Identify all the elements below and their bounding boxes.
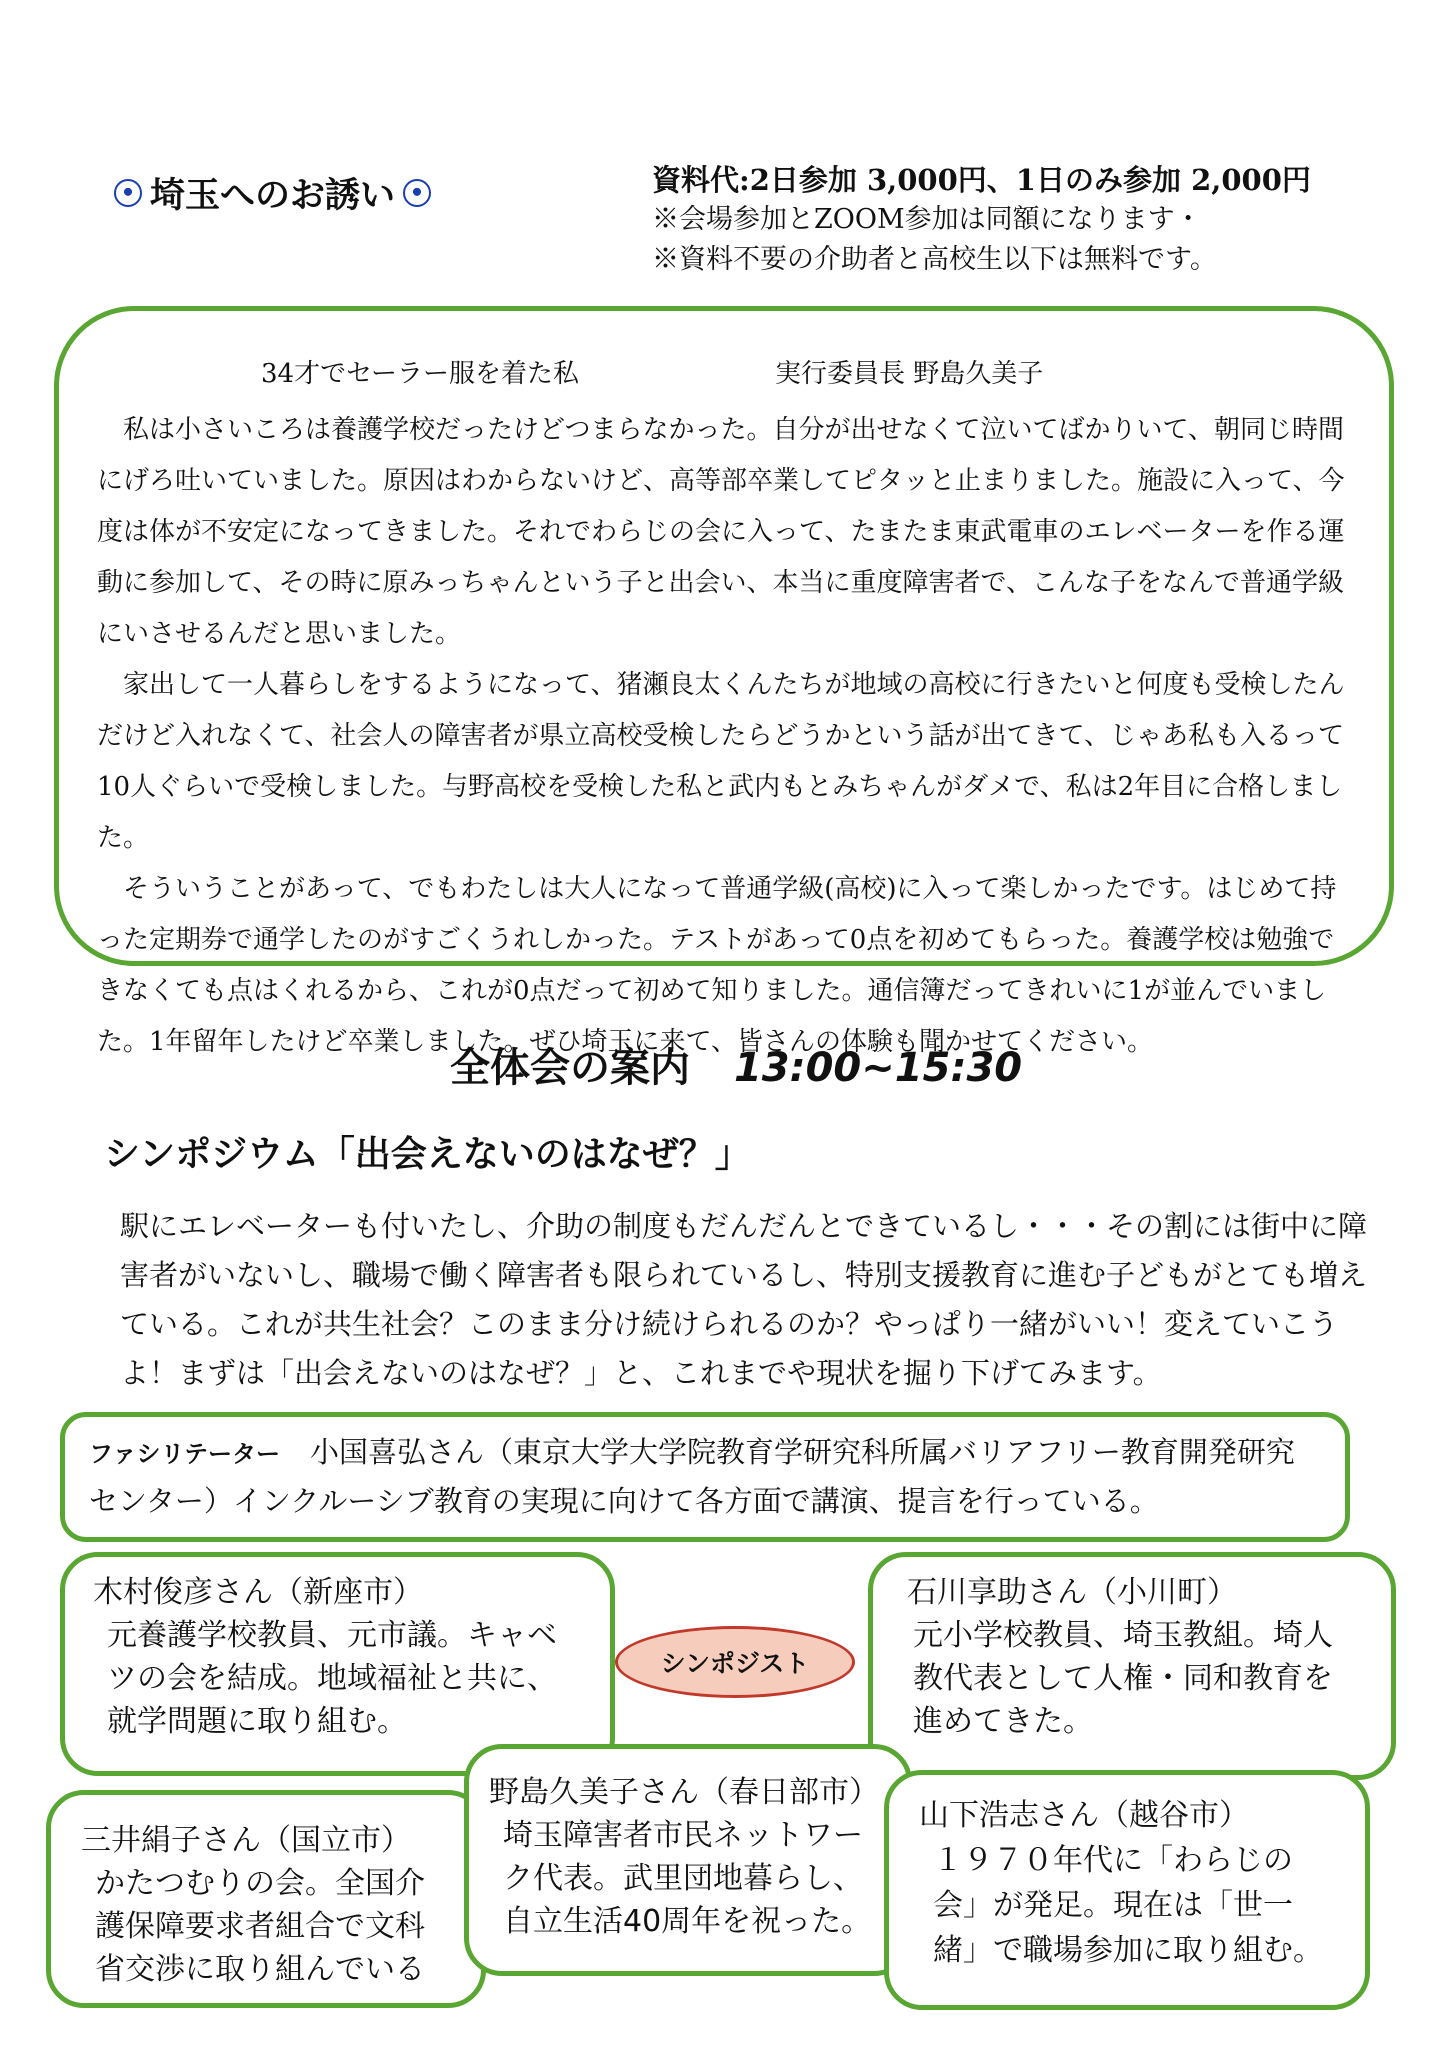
panelist-card-mitsui xyxy=(46,1790,486,2008)
panelist-name: 木村俊彦さん（新座市） xyxy=(93,1575,423,1610)
fee-line: 資料代:2日参加 3,000円、1日のみ参加 2,000円 xyxy=(652,163,1311,197)
note-zoom: ※会場参加とZOOM参加は同額になります・ xyxy=(652,204,1202,235)
header-title xyxy=(114,168,431,218)
panelist-desc: 元養護学校教員、元市議。キャベツの会を結成。地域福祉と共に、就学問題に取り組む。 xyxy=(107,1618,557,1739)
session-title: 全体会の案内 xyxy=(450,1045,690,1091)
panelist-desc: かたつむりの会。全国介護保障要求者組合で文科省交渉に取り組んでいる xyxy=(95,1866,425,1987)
invitation-title: 埼玉へのお誘い xyxy=(150,176,396,216)
symposist-label: シンポジスト xyxy=(660,1649,810,1678)
symposium-title: シンポジウム「出会えないのはなぜ？」 xyxy=(104,1134,751,1175)
panelist-card-nojima xyxy=(464,1744,912,1976)
panelist-name: 石川享助さん（小川町） xyxy=(907,1575,1237,1610)
facilitator-text: 小国喜弘さん（東京大学大学院教育学研究科所属バリアフリー教育開発研究センター）インクルーシブ教育の実現に向けて各方面で講演、提言を行っている。 xyxy=(89,1435,1295,1518)
panelist-card-yamashita xyxy=(884,1770,1370,2010)
essay-paragraph: 家出して一人暮らしをするようになって、猪瀬良太くんたちが地域の高校に行きたいと何度も受検したんだけど入れなくて、社会人の障害者が県立高校受検したらどうかという話が出てきて、じゃあ私も入るって10人ぐらいで受検しました。与野高校を受検した私と武内もとみちゃんがダメで、私は2年目に合格しました。 xyxy=(97,670,1345,853)
panelist-desc: 埼玉障害者市民ネットワーク代表。武里団地暮らし、自立生活40周年を祝った。 xyxy=(503,1818,872,1939)
panelist-name: 三井絹子さん（国立市） xyxy=(81,1823,411,1858)
panelist-card-kimura xyxy=(60,1552,615,1776)
panelist-name: 山下浩志さん（越谷市） xyxy=(919,1798,1249,1833)
fee-info xyxy=(652,160,1412,280)
essay-paragraph: 私は小さいころは養護学校だったけどつまらなかった。自分が出せなくて泣いてばかりいて、朝同じ時間にげろ吐いていました。原因はわからないけど、高等部卒業してピタッと止まりました。施設に入って、今度は体が不安定になってきました。それでわらじの会に入って、たまたま東武電車のエレベーターを作る運動に参加して、その時に原みっちゃんという子と出会い、本当に重度障害者で、こんな子をなんで普通学級にいさせるんだと思いました。 xyxy=(97,415,1345,649)
symposist-badge xyxy=(615,1626,855,1698)
note-free: ※資料不要の介助者と高校生以下は無料です。 xyxy=(652,244,1217,275)
essay-box xyxy=(54,306,1394,1057)
essay-author: 実行委員長 野島久美子 xyxy=(775,359,1044,389)
panelist-card-ishikawa xyxy=(868,1552,1396,1780)
facilitator-box xyxy=(60,1412,1350,1542)
soccer-ball-icon xyxy=(403,179,431,207)
session-heading xyxy=(450,1036,1022,1093)
essay-title: 34才でセーラー服を着た私 xyxy=(261,359,580,389)
panelist-desc: 元小学校教員、埼玉教組。埼人教代表として人権・同和教育を進めてきた。 xyxy=(913,1618,1333,1739)
symposium-intro: 駅にエレベーターも付いたし、介助の制度もだんだんとできているし・・・その割には街中に障害者がいないし、職場で働く障害者も限られているし、特別支援教育に進む子どもがとても増えている。これが共生社会？このまま分け続けられるのか？やっぱり一緒がいい！変えていこうよ！まずは「出会えないのはなぜ？」と、これまでや現状を掘り下げてみます。 xyxy=(120,1209,1368,1390)
soccer-ball-icon xyxy=(114,179,142,207)
essay-body xyxy=(97,405,1355,1068)
panelist-name: 野島久美子さん（春日部市） xyxy=(489,1775,879,1810)
facilitator-label: ファシリテーター xyxy=(89,1440,281,1468)
essay-paragraph: そういうことがあって、でもわたしは大人になって普通学級(高校)に入って楽しかったです。はじめて持った定期券で通学したのがすごくうれしかった。テストがあって0点を初めてもらった。養護学校は勉強できなくても点はくれるから、これが0点だって初めて知りました。通信簿だってきれいに1が並んでいました。1年留年したけど卒業しました。ぜひ埼玉に来て、皆さんの体験も聞かせてください。 xyxy=(97,874,1337,1057)
panelist-desc: １９７０年代に「わらじの会」が発足。現在は「世一緒」で職場参加に取り組む。 xyxy=(933,1843,1323,1968)
session-time: 13:00~15:30 xyxy=(733,1045,1023,1091)
